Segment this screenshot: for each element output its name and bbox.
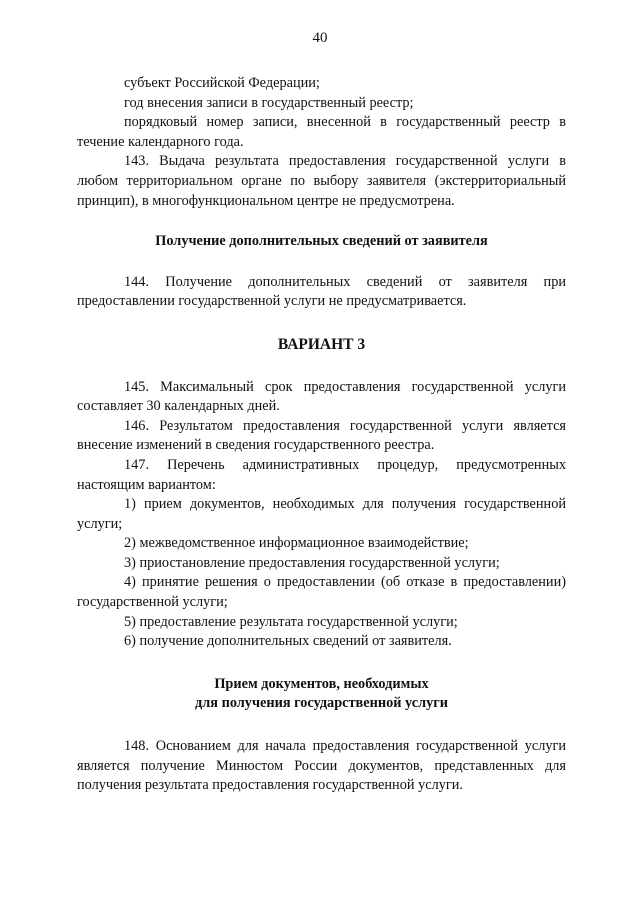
paragraph-year: год внесения записи в государственный реестр; bbox=[124, 94, 414, 111]
paragraph-record-number: порядковый номер записи, внесенной в государственный реестр в течение календарного года. bbox=[77, 114, 566, 150]
procedure-item-3: 3) приостановление предоставления государственной услуги; bbox=[124, 554, 500, 571]
variant-title: ВАРИАНТ 3 bbox=[277, 335, 366, 353]
paragraph-144: 144. Получение дополнительных сведений от заявителя при предоставлении государственной услуги не предусматривается. bbox=[77, 273, 566, 310]
document-body bbox=[77, 74, 566, 796]
heading-reception-line-2: для получения государственной услуги bbox=[195, 695, 448, 712]
paragraph-145: 145. Максимальный срок предоставления государственной услуги составляет 30 календарных дней. bbox=[77, 378, 566, 415]
paragraph-143: 143. Выдача результата предоставления государственной услуги в любом территориальном органе по выбору заявителя (экстерриториальный принцип), в многофункциональном центре не предусмотрена. bbox=[77, 153, 566, 209]
procedure-item-5: 5) предоставление результата государственной услуги; bbox=[124, 613, 458, 630]
heading-additional-info: Получение дополнительных сведений от заявителя bbox=[155, 233, 488, 250]
procedure-item-6: 6) получение дополнительных сведений от заявителя. bbox=[124, 633, 452, 650]
procedure-item-4: 4) принятие решения о предоставлении (об отказе в предоставлении) государственной услуги; bbox=[77, 574, 566, 611]
paragraph-147: 147. Перечень административных процедур, предусмотренных настоящим вариантом: bbox=[77, 456, 566, 493]
paragraph-148: 148. Основанием для начала предоставления государственной услуги является получение Минюстом России документов, представленных для получения результата предоставления государственной услуги. bbox=[77, 738, 566, 794]
heading-reception-line-1: Прием документов, необходимых bbox=[214, 675, 429, 692]
procedure-item-2: 2) межведомственное информационное взаимодействие; bbox=[124, 535, 469, 552]
page-number: 40 bbox=[312, 30, 328, 46]
paragraph-subject: субъект Российской Федерации; bbox=[124, 75, 320, 91]
procedure-item-1: 1) прием документов, необходимых для получения государственной услуги; bbox=[77, 496, 566, 532]
paragraph-146: 146. Результатом предоставления государственной услуги является внесение изменений в сведения государственного реестра. bbox=[77, 417, 566, 454]
